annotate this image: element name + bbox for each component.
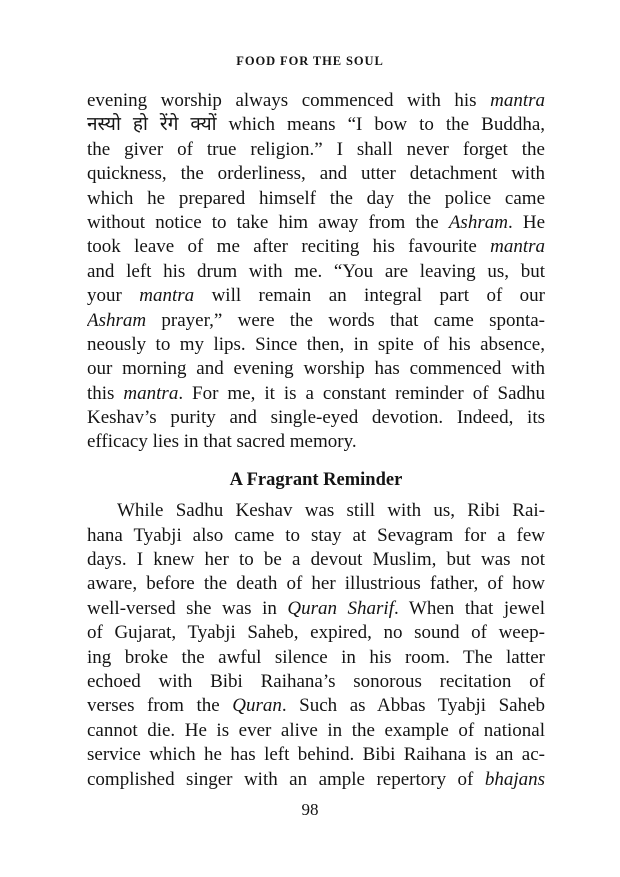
italic-term: bhajans: [484, 768, 545, 790]
text-line: [87, 406, 545, 430]
text-line: [87, 162, 545, 186]
italic-term: mantra: [490, 236, 545, 258]
text-run: quickness, the orderliness, and utter detachment with: [87, 163, 545, 185]
text-run: of Gujarat, Tyabji Saheb, expired, no sound of weep-: [87, 622, 545, 644]
text-run: . He: [507, 211, 545, 233]
text-run: neously to my lips. Since then, in spite of his absence,: [87, 333, 545, 355]
text-run: well-versed she was in: [87, 597, 288, 619]
text-line: [87, 333, 545, 357]
text-line: [87, 719, 545, 743]
text-line: [87, 187, 545, 211]
text-run: ing broke the awful silence in his room. The latter: [87, 646, 545, 668]
text-line: [87, 548, 545, 572]
italic-term: mantra: [123, 382, 179, 404]
italic-term: Quran Sharif: [287, 597, 394, 619]
text-run: which he prepared himself the day the police came: [87, 187, 545, 209]
text-run: took leave of me after reciting his favourite: [87, 236, 491, 258]
text-line: [87, 430, 545, 454]
text-run: service which he has left behind. Bibi Raihana is an ac-: [87, 744, 545, 766]
body-text: [87, 89, 545, 792]
text-run: days. I knew her to be a devout Muslim, but was not: [87, 549, 545, 571]
text-run: नस्यो हो रेंगे क्यों which means “I bow to the Buddha,: [87, 114, 545, 136]
text-run: echoed with Bibi Raihana’s sonorous recitation of: [87, 670, 545, 692]
text-line: [87, 499, 545, 523]
text-line: [87, 284, 545, 308]
text-line: [87, 572, 545, 596]
italic-term: Ashram: [87, 309, 147, 331]
text-run: Keshav’s purity and single-eyed devotion. Indeed, its: [87, 407, 545, 429]
text-run: aware, before the death of her illustrious father, of how: [87, 573, 545, 595]
text-line: [87, 260, 545, 284]
text-run: While Sadhu Keshav was still with us, Ribi Rai-: [117, 500, 545, 522]
text-run: efficacy lies in that sacred memory.: [87, 431, 357, 453]
text-run: the giver of true religion.” I shall never forget the: [87, 138, 545, 160]
text-line: [87, 235, 545, 259]
text-line: [87, 743, 545, 767]
italic-term: mantra: [490, 90, 545, 111]
text-line: [87, 382, 545, 406]
text-run: your: [87, 285, 140, 307]
text-line: [87, 309, 545, 333]
text-run: our morning and evening worship has commenced with: [87, 358, 545, 380]
paragraph-1: [87, 89, 545, 455]
text-line: [87, 646, 545, 670]
text-line: [87, 597, 545, 621]
running-head: FOOD FOR THE SOUL: [236, 54, 384, 68]
text-run: . Such as Abbas Tyabji Saheb: [281, 695, 545, 717]
text-line: [87, 138, 545, 162]
text-run: verses from the: [87, 695, 233, 717]
text-line: [87, 694, 545, 718]
section-heading: A Fragrant Reminder: [229, 469, 403, 490]
text-line: [87, 89, 545, 113]
italic-term: Quran: [232, 695, 282, 717]
text-run: evening worship always commenced with his: [87, 90, 491, 111]
text-line: [87, 211, 545, 235]
text-line: [87, 670, 545, 694]
text-line: [87, 113, 545, 137]
text-run: hana Tyabji also came to stay at Sevagram for a few: [87, 524, 545, 546]
page-number: 98: [301, 800, 319, 819]
text-run: and left his drum with me. “You are leaving us, but: [87, 260, 545, 282]
italic-term: Ashram: [448, 211, 508, 233]
text-run: prayer,” were the words that came sponta-: [146, 309, 545, 331]
text-line: [87, 524, 545, 548]
text-run: will remain an integral part of our: [194, 285, 545, 307]
text-run: complished singer with an ample repertory of: [87, 768, 485, 790]
text-run: without notice to take him away from the: [87, 211, 449, 233]
paragraph-2: [87, 499, 545, 792]
text-run: this: [87, 382, 124, 404]
text-run: cannot die. He is ever alive in the example of national: [87, 719, 545, 741]
text-run: . For me, it is a constant reminder of Sadhu: [178, 382, 545, 404]
text-run: . When that jewel: [394, 597, 545, 619]
text-line: [87, 357, 545, 381]
italic-term: mantra: [139, 285, 195, 307]
text-line: [87, 621, 545, 645]
text-line: [87, 768, 545, 792]
